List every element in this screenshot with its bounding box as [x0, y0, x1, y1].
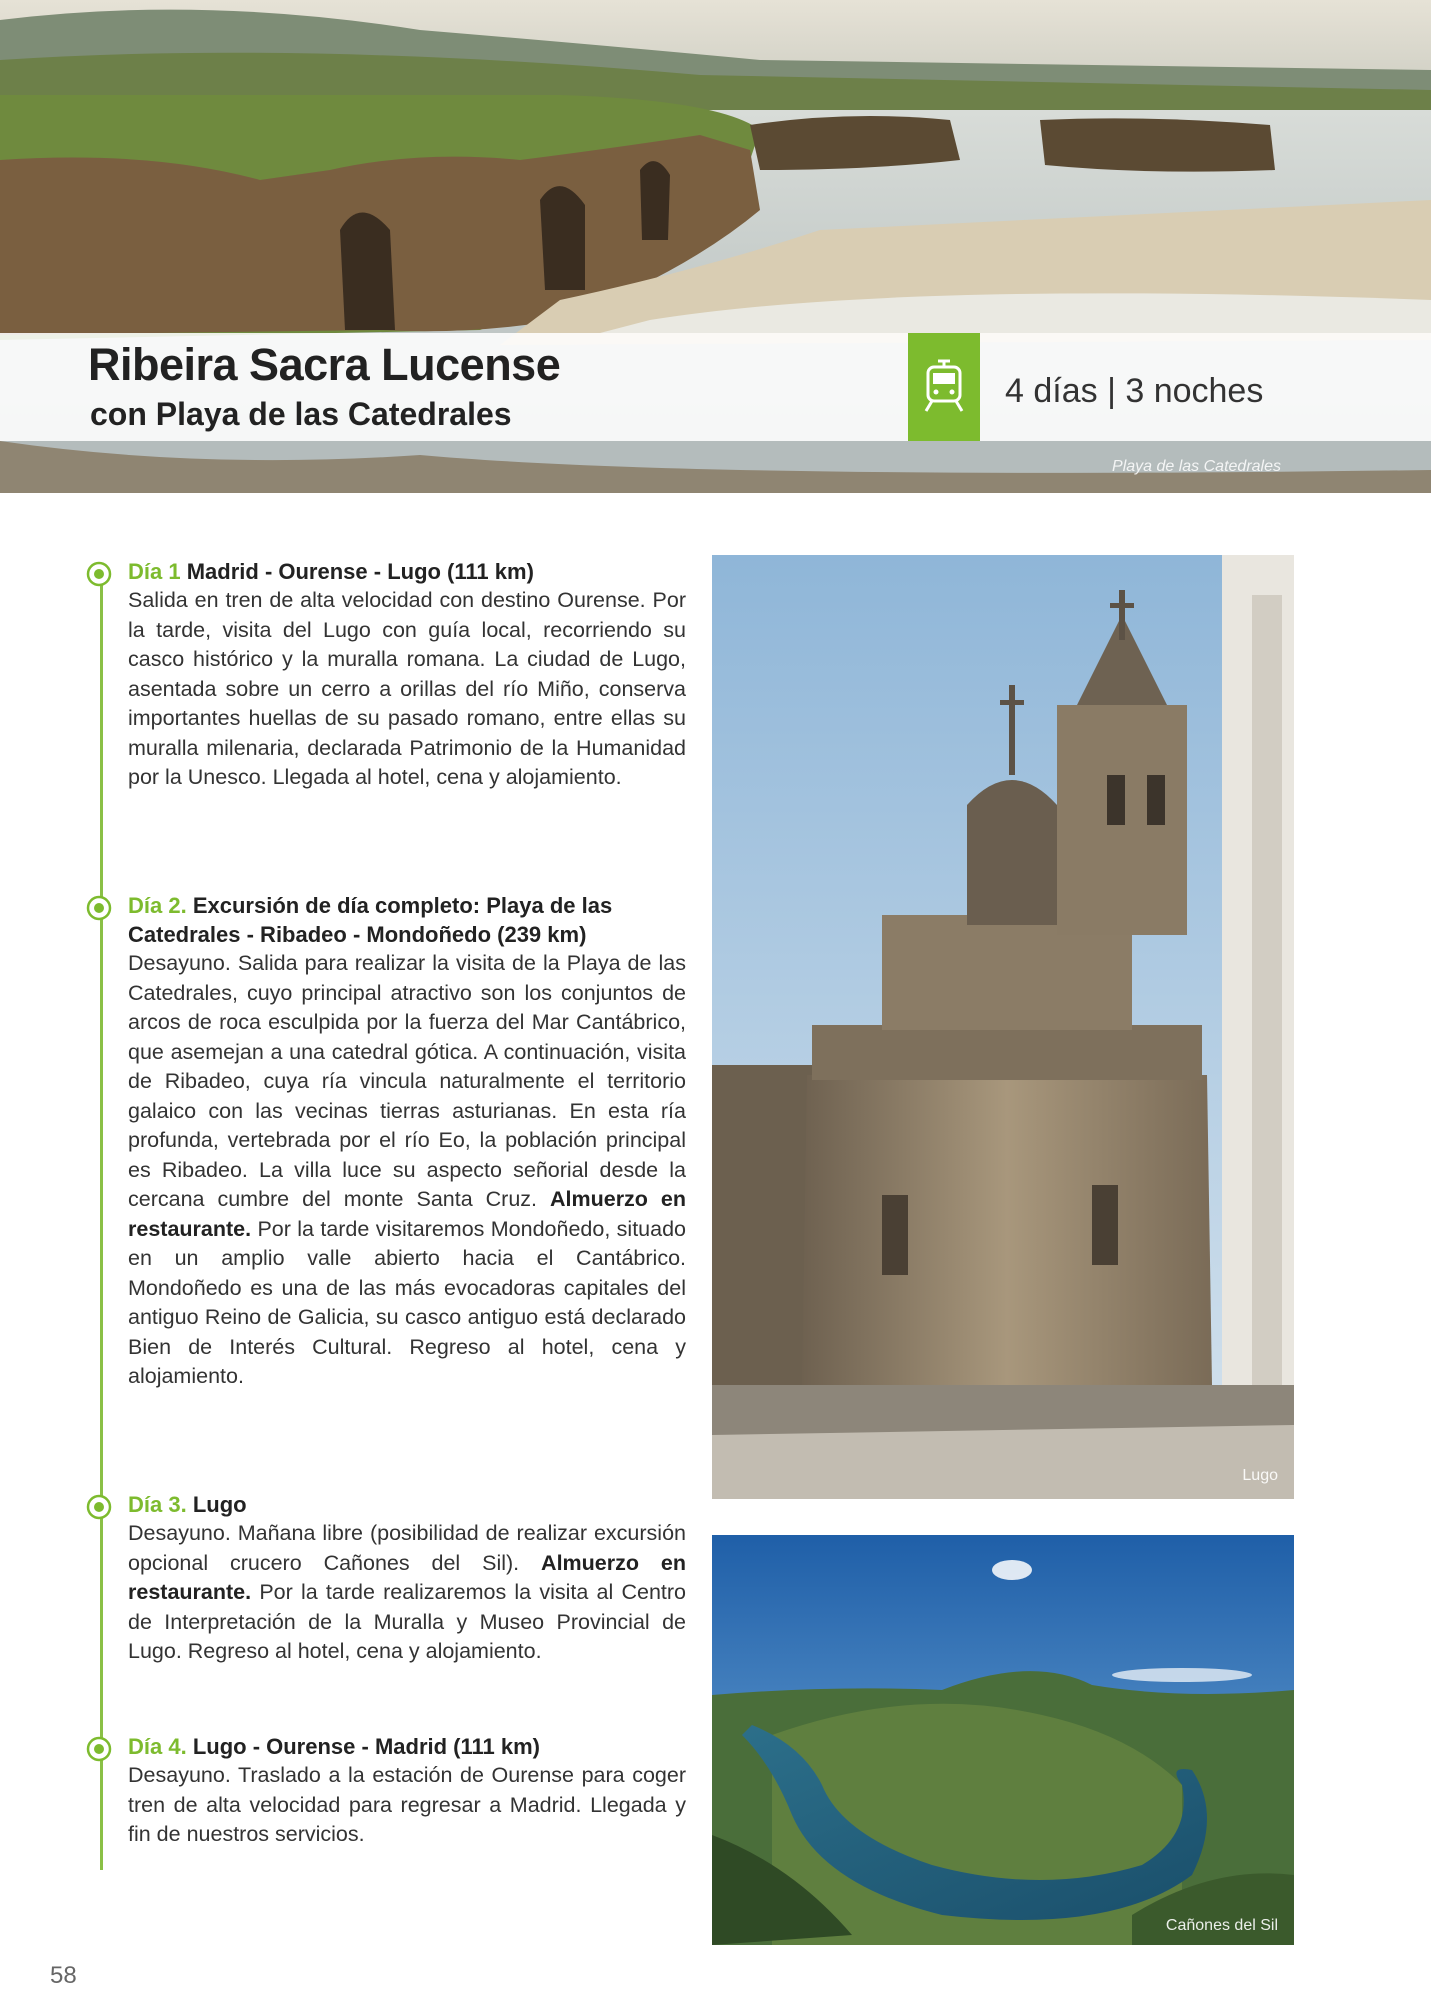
- day-heading: [128, 891, 686, 949]
- day-route: Lugo - Ourense - Madrid (111 km): [192, 1734, 541, 1759]
- day-text-after: Por la tarde realizaremos la visita al Centro de Interpretación de la Muralla y Museo Provincial de Lugo. Regreso al hotel, cena y alojamiento.: [128, 1580, 687, 1663]
- day-label: Día 1: [128, 559, 181, 584]
- day-text-before: Desayuno. Salida para realizar la visita de la Playa de las Catedrales, cuyo principal atractivo son los conjuntos de arcos de roca esculpida por la fuerza del Mar Cantábrico, que asemejan a una catedral gótica. A continuación, visita de Ribadeo, cuya ría vincula naturalmente el territorio galaico con las vecinas tierras asturianas. En esta ría profunda, vertebrada por el río Eo, la población principal es Ribadeo. La villa luce su aspecto señorial desde la cercana cumbre del monte Santa Cruz.: [128, 951, 686, 1211]
- meal-highlight: Almuerzo en restaurante.: [128, 1187, 686, 1241]
- photo-caption: Cañones del Sil: [1165, 1917, 1278, 1934]
- page-number: 58: [50, 1962, 77, 1989]
- day-text-before: Desayuno. Mañana libre (posibilidad de realizar excursión opcional crucero Cañones del Sil).: [128, 1521, 686, 1575]
- day-route: Lugo: [192, 1492, 247, 1517]
- day-heading: [128, 557, 686, 586]
- day-description: [128, 949, 686, 1392]
- day-label: Día 2.: [128, 893, 187, 918]
- lugo-cathedral-photo: [712, 555, 1294, 1499]
- day-description: Salida en tren de alta velocidad con destino Ourense. Por la tarde, visita del Lugo con guía local, recorriendo su casco histórico y la muralla romana. La ciudad de Lugo, asentada sobre un cerro a orillas del río Miño, conserva importantes huellas de su pasado romano, entre ellas su muralla milenaria, declarada Patrimonio de la Humanidad por la Unesco. Llegada al hotel, cena y alojamiento.: [128, 588, 686, 789]
- day-description: Desayuno. Traslado a la estación de Ourense para coger tren de alta velocidad para regresar a Madrid. Llegada y fin de nuestros servicios.: [128, 1763, 686, 1846]
- day-route: Excursión de día completo: Playa de las Catedrales - Ribadeo - Mondoñedo (239 km): [128, 893, 613, 947]
- canyon-illustration: [712, 1535, 1294, 1945]
- day-description: [128, 1519, 686, 1667]
- page-subtitle: con Playa de las Catedrales: [90, 396, 512, 432]
- day-route: Madrid - Ourense - Lugo (111 km): [186, 559, 534, 584]
- day-3: [86, 1490, 686, 1667]
- train-icon: [908, 333, 980, 441]
- trip-duration: 4 días | 3 noches: [1005, 372, 1264, 410]
- transport-badge: [908, 333, 980, 441]
- hero-caption: Playa de las Catedrales: [1112, 458, 1281, 475]
- photo-caption: Lugo: [1242, 1467, 1278, 1484]
- day-heading: [128, 1732, 686, 1761]
- day-2: [86, 891, 686, 1392]
- page-title: Ribeira Sacra Lucense: [88, 339, 561, 390]
- canones-del-sil-photo: [712, 1535, 1294, 1945]
- timeline-bullet-icon: [86, 895, 112, 921]
- cathedral-illustration: [712, 555, 1294, 1499]
- day-heading: [128, 1490, 686, 1519]
- day-1: [86, 557, 686, 793]
- timeline-bullet-icon: [86, 1494, 112, 1520]
- timeline-bullet-icon: [86, 1736, 112, 1762]
- day-text-after: Por la tarde visitaremos Mondoñedo, situado en un amplio valle abierto hacia el Cantábrico. Mondoñedo es una de las más evocadoras capitales del antiguo Reino de Galicia, su casco antiguo está declarado Bien de Interés Cultural. Regreso al hotel, cena y alojamiento.: [128, 1216, 686, 1388]
- timeline-bullet-icon: [86, 561, 112, 587]
- meal-highlight: Almuerzo en restaurante.: [128, 1550, 686, 1604]
- day-label: Día 3.: [128, 1492, 187, 1517]
- day-label: Día 4.: [128, 1734, 187, 1759]
- day-4: [86, 1732, 686, 1850]
